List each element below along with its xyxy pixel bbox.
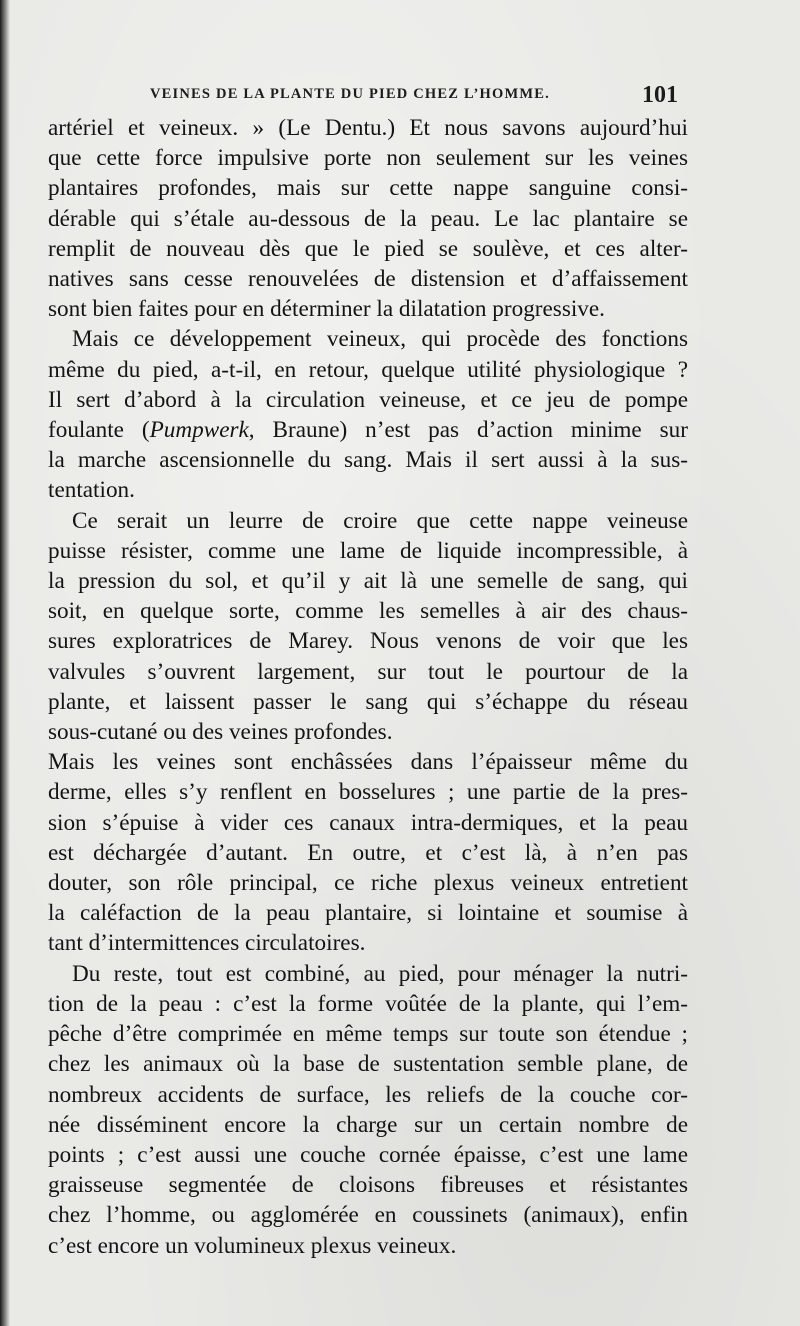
text-line-with-italic: [48, 415, 688, 445]
text-line: natives sans cesse renouvelées de distension et d’affaissement: [48, 266, 688, 293]
text-line: points ; c’est aussi une couche cornée épaisse, c’est une lame: [48, 1141, 688, 1168]
text-line: pêche d’être comprimée en même temps sur toute son étendue ;: [48, 1021, 688, 1048]
text-line: artériel et veineux. » (Le Dentu.) Et nous savons aujourd’hui: [48, 115, 688, 141]
text-line: c’est encore un volumineux plexus veineux.: [48, 1232, 457, 1259]
text-line: remplit de nouveau dès que le pied se soulève, et ces alter-: [48, 235, 688, 262]
text-line: chez l’homme, ou agglomérée en coussinets (animaux), enfin: [48, 1202, 688, 1229]
text-line: Il sert d’abord à la circulation veineuse, et ce jeu de pompe: [48, 386, 688, 413]
paragraph-3: [48, 506, 688, 748]
text-line: la marche ascensionnelle du sang. Mais il sert aussi à la sus-: [48, 447, 688, 474]
text-line: Mais ce développement veineux, qui procède des fonctions: [72, 326, 688, 353]
text-line: la pression du sol, et qu’il y ait là une semelle de sang, qui: [48, 568, 688, 595]
page-number: 101: [642, 82, 678, 108]
text-line: est déchargée d’autant. En outre, et c’est là, à n’en pas: [48, 839, 688, 866]
text-line: même du pied, a-t-il, en retour, quelque utilité physiologique ?: [48, 356, 688, 383]
text-line: chez les animaux où la base de sustentation semble plane, de: [48, 1051, 688, 1078]
text-line: Ce serait un leurre de croire que cette nappe veineuse: [72, 507, 688, 534]
italic-term: Pumpwerk: [149, 417, 249, 444]
text-line: graisseuse segmentée de cloisons fibreuses et résistantes: [48, 1172, 688, 1199]
paragraph-2: [48, 324, 688, 505]
text-line: née disséminent encore la charge sur un certain nombre de: [48, 1111, 688, 1138]
text-line: derme, elles s’y renflent en bosselures ; une partie de la pres-: [48, 779, 688, 806]
text-line: puisse résister, comme une lame de liquide incompressible, à: [48, 537, 688, 564]
text-line: nombreux accidents de surface, les reliefs de la couche cor-: [48, 1081, 688, 1108]
text-line: dérable qui s’étale au-dessous de la peau. Le lac plantaire se: [48, 205, 688, 232]
page-edge-shadow: [0, 0, 10, 1326]
paragraph-4: [48, 747, 688, 958]
text-line: plante, et laissent passer le sang qui s’échappe du réseau: [48, 688, 688, 715]
text-line: sous-cutané ou des veines profondes.: [48, 719, 393, 746]
paragraph-5: [48, 959, 688, 1261]
text-line: soit, en quelque sorte, comme les semelles à air des chaus-: [48, 598, 688, 625]
text-line: la caléfaction de la peau plantaire, si lointaine et soumise à: [48, 900, 688, 927]
paragraph-1: [48, 113, 688, 324]
text-line: douter, son rôle principal, ce riche plexus veineux entretient: [48, 870, 688, 897]
text-line: sion s’épuise à vider ces canaux intra-dermiques, et la peau: [48, 809, 688, 836]
text-line: tion de la peau : c’est la forme voûtée de la plante, qui l’em-: [48, 990, 688, 1017]
text-line: tant d’intermittences circulatoires.: [48, 930, 366, 957]
text-fragment: , Braune) n’est pas d’action minime sur: [248, 417, 688, 444]
text-line: sures exploratrices de Marey. Nous venons de voir que les: [48, 628, 688, 655]
text-line: que cette force impulsive porte non seulement sur les veines: [48, 145, 688, 172]
text-line: tentation.: [48, 477, 135, 504]
text-line: Mais les veines sont enchâssées dans l’épaisseur même du: [48, 749, 688, 776]
text-line: Du reste, tout est combiné, au pied, pour ménager la nutri-: [72, 960, 688, 987]
running-title: VEINES DE LA PLANTE DU PIED CHEZ L’HOMME.: [150, 86, 550, 102]
text-line: plantaires profondes, mais sur cette nappe sanguine consi-: [48, 175, 688, 202]
text-line: sont bien faites pour en déterminer la dilatation progressive.: [48, 296, 605, 323]
text-line: valvules s’ouvrent largement, sur tout le pourtour de la: [48, 658, 688, 685]
text-fragment: foulante (: [48, 417, 150, 444]
body-text: [48, 113, 688, 1261]
